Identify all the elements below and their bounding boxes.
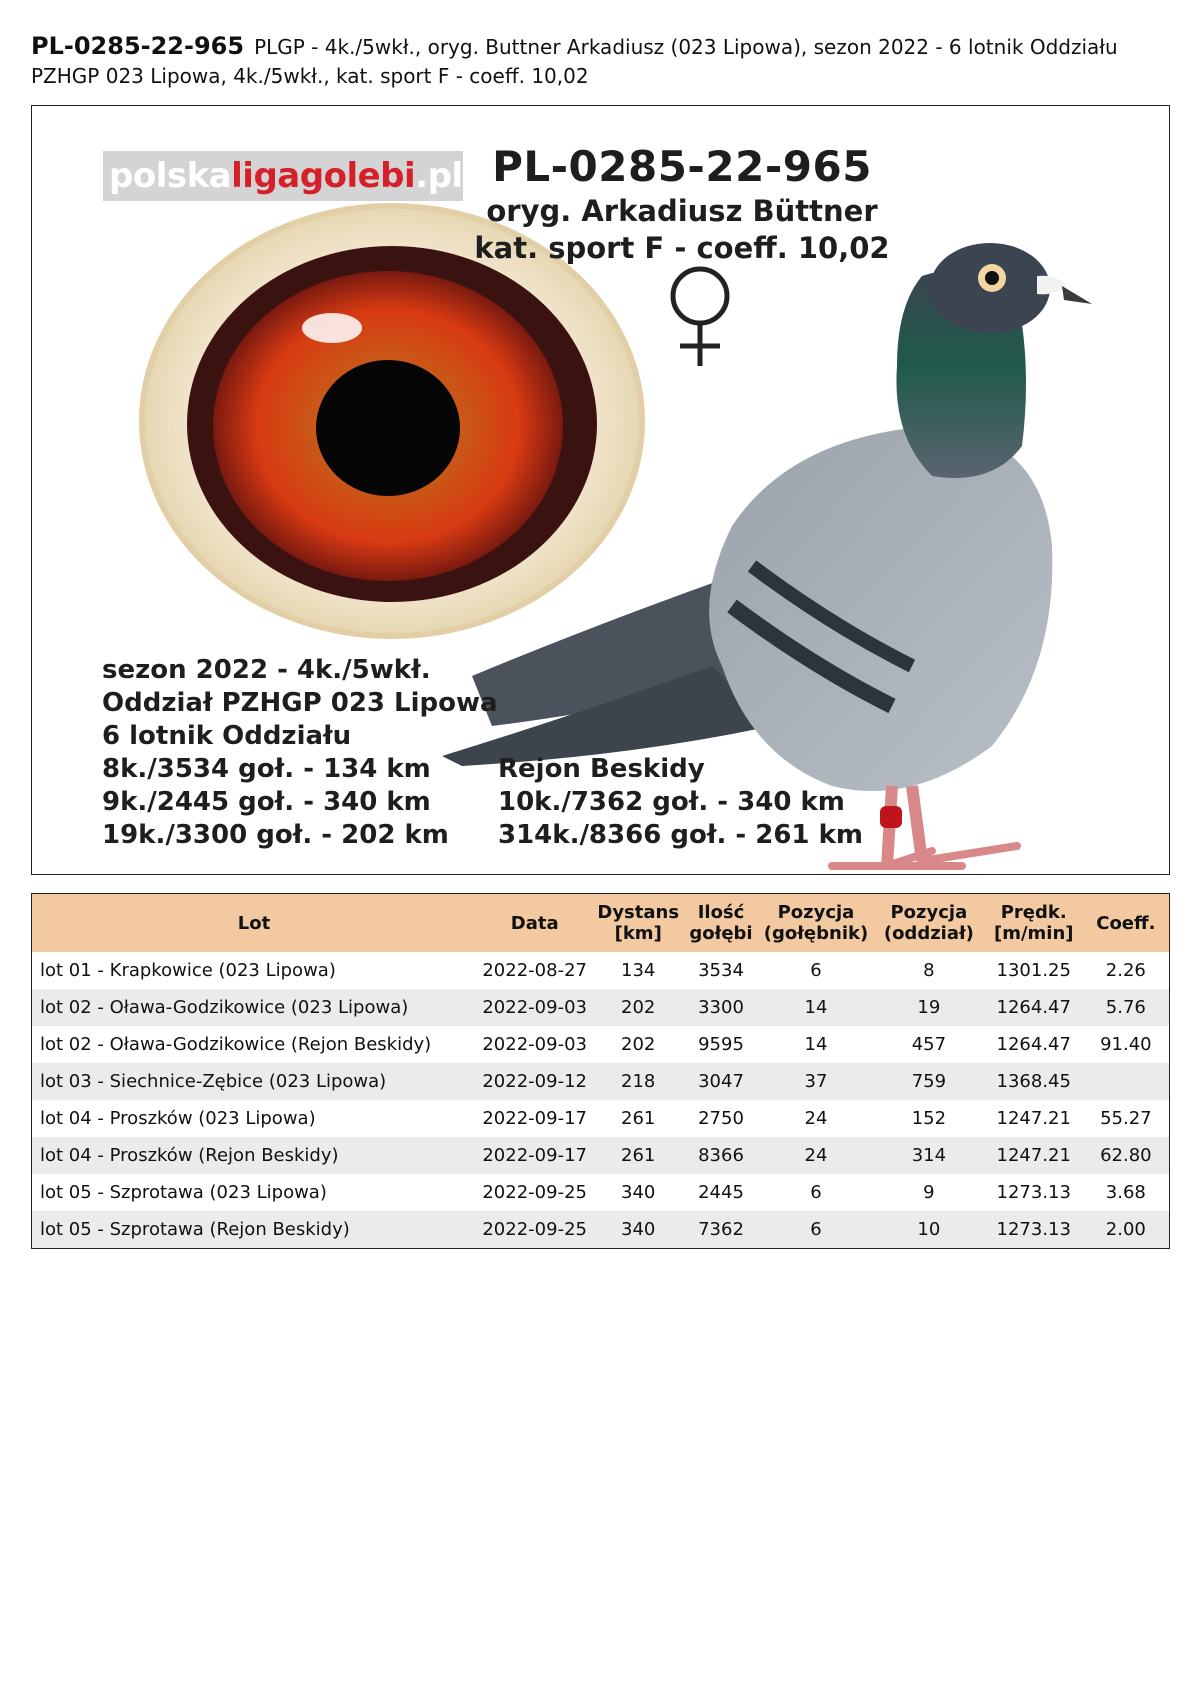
table-cell: 2022-09-03	[476, 989, 593, 1026]
table-cell: 3534	[698, 960, 744, 981]
stats-region-line: 314k./8366 goł. - 261 km	[498, 820, 863, 850]
table-cell: 62.80	[1083, 1137, 1170, 1174]
table-cell: 1273.13	[985, 1211, 1083, 1249]
table-cell: 37	[759, 1063, 873, 1100]
table-cell: lot 01 - Krapkowice (023 Lipowa)	[40, 960, 336, 981]
table-cell: lot 04 - Proszków (023 Lipowa)	[40, 1108, 316, 1129]
table-cell: 19	[873, 989, 985, 1026]
table-body	[32, 952, 1170, 1249]
table-row	[32, 1100, 1170, 1137]
table-cell: 1247.21	[996, 1108, 1071, 1129]
table-cell: 314	[873, 1137, 985, 1174]
table-cell: 2.00	[1083, 1211, 1170, 1249]
table-cell: 202	[621, 1034, 656, 1055]
stats-branch-line: sezon 2022 - 4k./5wkł.	[102, 655, 431, 685]
table-cell: 2022-09-25	[482, 1182, 587, 1203]
logo-text-part2: ligagolebi	[231, 156, 416, 196]
table-cell: 2022-09-17	[482, 1108, 587, 1129]
column-header: Dystans [km]	[593, 894, 683, 953]
table-cell: 3047	[683, 1063, 759, 1100]
table-cell: 134	[621, 960, 656, 981]
table-cell: 1368.45	[985, 1063, 1083, 1100]
column-header: Coeff.	[1083, 894, 1170, 953]
table-cell: 6	[810, 1182, 822, 1203]
column-header: Pozycja (gołębnik)	[759, 894, 873, 953]
photo-origin: oryg. Arkadiusz Büttner	[486, 194, 878, 228]
table-cell: 14	[804, 1034, 828, 1055]
stats-branch-line: 9k./2445 goł. - 340 km	[102, 787, 431, 817]
table-cell: 9595	[698, 1034, 744, 1055]
table-cell: 2445	[698, 1182, 744, 1203]
stats-branch-line: 19k./3300 goł. - 202 km	[102, 820, 449, 850]
table-cell: lot 05 - Szprotawa (023 Lipowa)	[40, 1182, 327, 1203]
logo-text-part3: .pl	[415, 156, 463, 196]
table-row	[32, 1211, 1170, 1249]
table-cell: 2750	[698, 1108, 744, 1129]
stats-branch-line: Oddział PZHGP 023 Lipowa	[102, 688, 498, 718]
table-cell: lot 05 - Szprotawa (Rejon Beskidy)	[32, 1211, 476, 1249]
table-cell: lot 03 - Siechnice-Zębice (023 Lipowa)	[32, 1063, 476, 1100]
table-cell: 8	[923, 960, 935, 981]
table-cell: 9	[923, 1182, 935, 1203]
table-cell: 3.68	[1105, 1182, 1146, 1203]
column-header: Data	[476, 894, 593, 953]
results-table	[31, 893, 1170, 1249]
photo-ring-number: PL-0285-22-965	[492, 142, 872, 191]
stats-region-line: 10k./7362 goł. - 340 km	[498, 787, 845, 817]
column-header: Pozycja (oddział)	[873, 894, 985, 953]
site-logo	[103, 151, 463, 201]
table-cell: 24	[804, 1108, 828, 1129]
table-cell: 1264.47	[996, 1034, 1071, 1055]
stats-region	[498, 753, 863, 852]
table-cell: 340	[621, 1182, 656, 1203]
table-cell: 6	[810, 960, 822, 981]
eye-image	[142, 206, 642, 636]
table-cell: 91.40	[1100, 1034, 1152, 1055]
table-cell: lot 02 - Oława-Godzikowice (Rejon Beskidy)	[40, 1034, 432, 1055]
table-cell: 5.76	[1083, 989, 1170, 1026]
ring-number: PL-0285-22-965	[31, 32, 245, 60]
pigeon-photo	[31, 105, 1170, 875]
stats-branch	[102, 654, 498, 852]
table-cell: 2022-09-25	[476, 1211, 593, 1249]
table-cell: 1247.21	[985, 1137, 1083, 1174]
column-header: Ilość gołębi	[683, 894, 759, 953]
table-cell: lot 02 - Oława-Godzikowice (023 Lipowa)	[32, 989, 476, 1026]
female-symbol-icon	[673, 269, 727, 366]
table-cell: 1301.25	[996, 960, 1071, 981]
table-cell: 8366	[683, 1137, 759, 1174]
column-header: Prędk. [m/min]	[985, 894, 1083, 953]
table-cell: 6	[759, 1211, 873, 1249]
table-cell: 7362	[683, 1211, 759, 1249]
table-cell: 2022-08-27	[482, 960, 587, 981]
photo-title	[462, 141, 902, 267]
table-cell: 2022-09-17	[476, 1137, 593, 1174]
table-cell: 202	[593, 989, 683, 1026]
table-cell: 152	[911, 1108, 947, 1129]
table-cell: 2022-09-12	[476, 1063, 593, 1100]
table-cell: 14	[759, 989, 873, 1026]
table-row	[32, 989, 1170, 1026]
table-cell: 24	[759, 1137, 873, 1174]
logo-text-part1: polska	[109, 156, 232, 196]
stats-branch-line: 6 lotnik Oddziału	[102, 721, 352, 751]
table-cell: 261	[593, 1137, 683, 1174]
table-cell: 2.26	[1105, 960, 1146, 981]
table-cell: 340	[593, 1211, 683, 1249]
table-row	[32, 1174, 1170, 1211]
table-cell: 10	[873, 1211, 985, 1249]
table-cell: 3300	[683, 989, 759, 1026]
header-description: PLGP - 4k./5wkł., oryg. Buttner Arkadiusz (023 Lipowa), sezon 2022 - 6 lotnik Oddziału PZHGP 023 Lipowa, 4k./5wkł., kat. sport F - coeff. 10,02	[31, 35, 1118, 88]
table-row	[32, 1137, 1170, 1174]
photo-category: kat. sport F - coeff. 10,02	[474, 231, 890, 265]
table-cell: 55.27	[1100, 1108, 1152, 1129]
page-header	[31, 32, 1171, 91]
table-cell: 759	[873, 1063, 985, 1100]
table-cell: 1264.47	[985, 989, 1083, 1026]
table-cell	[1083, 1063, 1170, 1100]
table-cell: lot 04 - Proszków (Rejon Beskidy)	[32, 1137, 476, 1174]
table-row	[32, 952, 1170, 989]
table-cell: 261	[621, 1108, 656, 1129]
stats-region-line: Rejon Beskidy	[498, 754, 705, 784]
stats-branch-line: 8k./3534 goł. - 134 km	[102, 754, 431, 784]
table-header-row	[32, 894, 1170, 953]
table-row	[32, 1063, 1170, 1100]
table-cell: 1273.13	[996, 1182, 1071, 1203]
table-cell: 2022-09-03	[482, 1034, 587, 1055]
table-row	[32, 1026, 1170, 1063]
table-cell: 457	[911, 1034, 947, 1055]
table-cell: 218	[593, 1063, 683, 1100]
column-header: Lot	[32, 894, 476, 953]
